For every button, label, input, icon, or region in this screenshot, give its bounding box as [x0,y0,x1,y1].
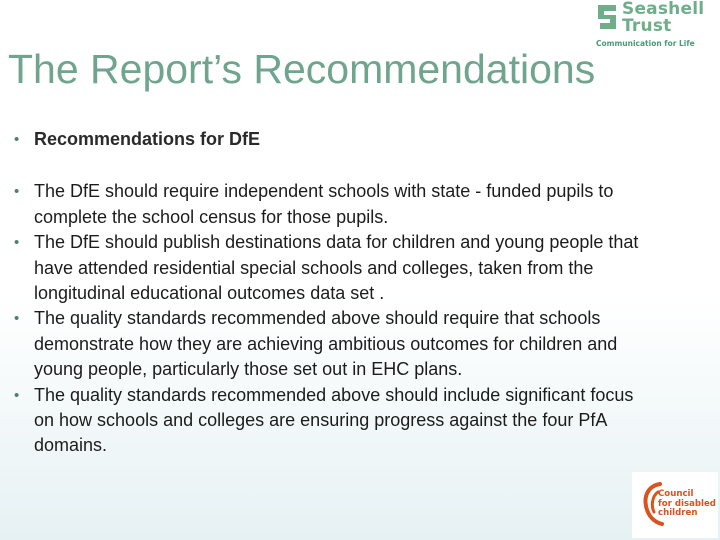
bullet-text: The DfE should publish destinations data for children and young people that have attended residential special schools and colleges, taken from the longitudinal educational outcomes data set . [34,232,639,304]
bullet-item [14,179,654,230]
bullet-item [14,383,654,459]
bullet-icon: • [14,131,20,148]
bullet-icon: • [14,234,20,252]
seashell-mark-icon [596,3,620,33]
seashell-tagline: Communication for Life [596,39,695,48]
bullet-text: Recommendations for DfE [34,129,261,149]
bullet-item [14,306,654,382]
cdc-line3: children [658,508,698,518]
seashell-trust-name [622,1,704,35]
seashell-trust-logo [596,1,718,51]
bullet-icon: • [14,310,20,328]
bullet-text: The quality standards recommended above should require that schools demonstrate how they are achieving ambitious outcomes for children and young people, particularly those set out in EHC plans. [34,308,618,380]
seashell-name-line2: Trust [622,16,672,36]
bullet-icon: • [14,183,20,201]
cdc-line2: for disabled [658,498,716,509]
bullet-text: The quality standards recommended above should include significant focus on how schools and colleges are ensuring progress against the four PfA domains. [34,384,634,456]
bullet-list [14,127,654,459]
bullet-item [14,127,654,152]
bullet-text: The DfE should require independent schools with state - funded pupils to complete the school census for those pupils. [34,181,614,227]
seashell-name-line1: Seashell [622,0,705,19]
cdc-line1: Council [658,489,694,499]
slide-title: The Report’s Recommendations [8,46,596,92]
council-for-disabled-children-logo [632,472,718,538]
bullet-icon: • [14,386,20,404]
bullet-item [14,230,654,306]
cdc-name [658,490,716,519]
